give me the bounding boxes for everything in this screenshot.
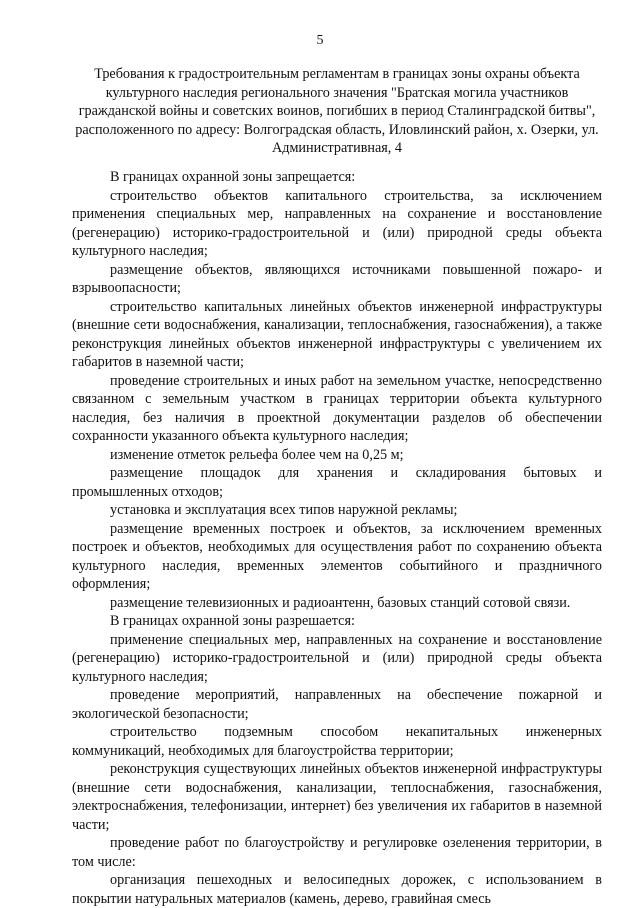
document-body (72, 168, 602, 908)
paragraph: размещение площадок для хранения и складирования бытовых и промышленных отходов; (72, 465, 602, 500)
page-number: 5 (316, 33, 324, 48)
paragraph: реконструкция существующих линейных объектов инженерной инфраструктуры (внешние сети водоснабжения, канализации, теплоснабжения, газоснабжения, электроснабжения, телефонизации, интернет) без увеличения их габаритов в наземной части; (72, 761, 602, 833)
paragraph: изменение отметок рельефа более чем на 0,25 м; (110, 446, 404, 463)
paragraph: организация пешеходных и велосипедных дорожек, с использованием в покрытии натуральных материалов (камень, дерево, гравийная смесь (72, 872, 602, 907)
paragraph: размещение временных построек и объектов, за исключением временных построек и объектов, необходимых для осуществления работ по сохранению объекта культурного наследия, временных элементов событийного и праздничного оформления; (72, 520, 602, 592)
document-title: Требования к градостроительным регламентам в границах зоны охраны объекта культурного наследия регионального значения "Братская могила участников гражданской войны и советских воинов, погибших в период Сталинградской битвы", расположенного по адресу: Волгоградская область, Иловлинский район, х. Озерки, ул. Административная, 4 (75, 66, 599, 157)
paragraph: строительство объектов капитального строительства, за исключением применения специальных мер, направленных на сохранение и восстановление (регенерацию) историко-градостроительной и (или) природной среды объекта культурного наследия; (72, 187, 602, 259)
paragraph-prohibited-heading: В границах охранной зоны запрещается: (110, 169, 356, 185)
paragraph-allowed-heading: В границах охранной зоны разрешается: (110, 613, 355, 629)
paragraph: установка и эксплуатация всех типов наружной рекламы; (110, 502, 458, 518)
paragraph: проведение мероприятий, направленных на обеспечение пожарной и экологической безопасности; (72, 687, 602, 722)
paragraph: размещение телевизионных и радиоантенн, базовых станций сотовой связи. (110, 594, 571, 611)
paragraph: размещение объектов, являющихся источниками повышенной пожаро- и взрывоопасности; (72, 261, 602, 296)
paragraph: проведение работ по благоустройству и регулировке озеленения территории, в том числе: (72, 835, 602, 870)
paragraph: проведение строительных и иных работ на земельном участке, непосредственно связанном с земельным участком в границах территории объекта культурного наследия, без наличия в проектной документации разделов об обеспечении сохранности указанного объекта культурного наследия; (72, 372, 602, 444)
paragraph: строительство капитальных линейных объектов инженерной инфраструктуры (внешние сети водоснабжения, канализации, теплоснабжения, газоснабжения), а также реконструкция линейных объектов инженерной инфраструктуры с увеличением их габаритов в наземной части; (72, 298, 602, 370)
paragraph: применение специальных мер, направленных на сохранение и восстановление (регенерацию) историко-градостроительной и (или) природной среды объекта культурного наследия; (72, 631, 602, 685)
paragraph: строительство подземным способом некапитальных инженерных коммуникаций, необходимых для благоустройства территории; (72, 724, 602, 759)
